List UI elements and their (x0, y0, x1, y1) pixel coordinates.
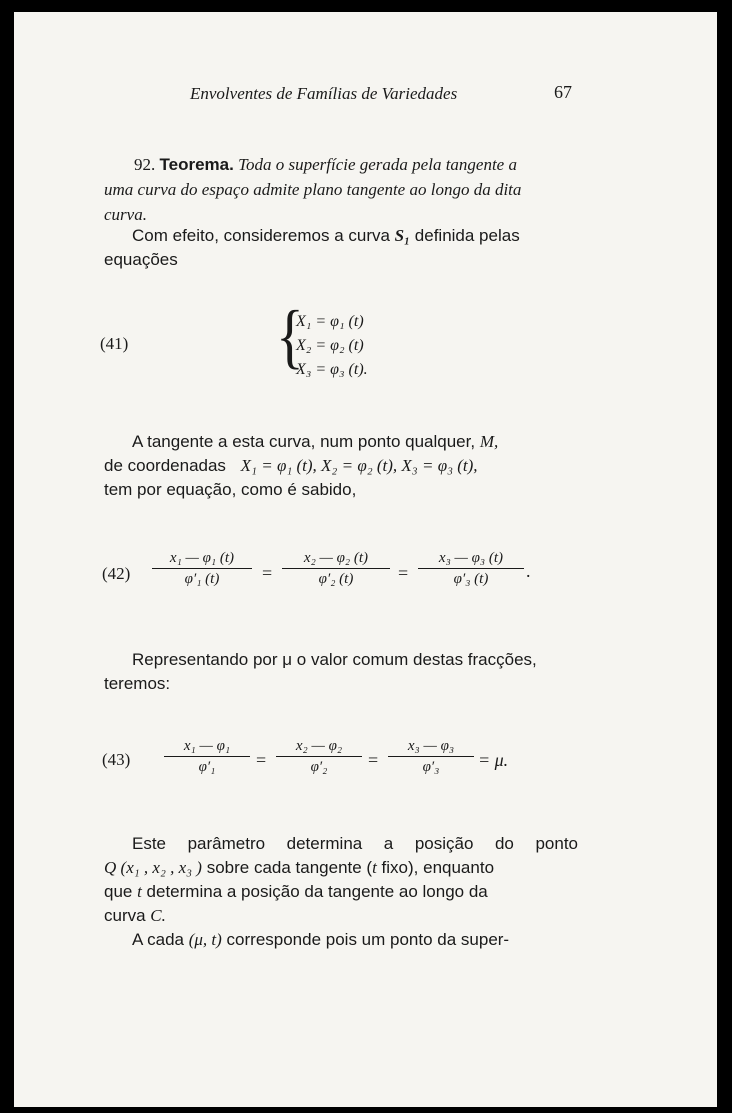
mu-t-symbol: (μ, t) (188, 930, 222, 949)
theorem-number: 92. (134, 155, 156, 174)
equation-41-label: (41) (100, 334, 129, 353)
running-header-title: Envolventes de Famílias de Variedades (190, 84, 458, 103)
para4-text-b: fixo), enquanto (376, 858, 495, 877)
theorem-label: Teorema. (159, 155, 234, 174)
equation-41-row-3: X₃ = φ₃ (t). (296, 361, 368, 378)
equation-43-result: = μ. (478, 750, 509, 770)
t-symbol: t (137, 882, 142, 901)
para4-text-a: sobre cada tangente ( (201, 858, 373, 877)
theorem-text-1: Toda o superfície gerada pela tangente a (238, 155, 517, 174)
para5-text-a: A cada (132, 930, 189, 949)
book-page (14, 12, 717, 1107)
equation-43-fraction-3 (388, 738, 474, 776)
curve-symbol: S₁ (394, 226, 411, 245)
fraction-1-denominator: φ′₁ (t) (184, 571, 220, 587)
para4-line-3 (104, 882, 488, 902)
equation-41-system (296, 310, 368, 382)
equals-sign: = (256, 750, 267, 770)
fraction-3-denominator: φ′₃ (t) (453, 571, 489, 587)
t-symbol: t (372, 858, 377, 877)
equation-42-period: . (526, 561, 531, 581)
para2-inline-equations: X₁ = φ₁ (t), X₂ = φ₂ (t), X₃ = φ₃ (t), (240, 456, 478, 475)
curve-c-symbol: C. (150, 906, 166, 925)
para5-text-b: corresponde pois um ponto da super- (221, 930, 510, 949)
para1-text-a: Com efeito, consideremos a curva (132, 226, 395, 245)
theorem-line-3: curva. (104, 205, 147, 224)
para4-text-d: determina a posição da tangente ao longo da (141, 882, 488, 901)
equals-sign: = (262, 563, 273, 583)
para3-line-1: Representando por μ o valor comum destas fracções, (132, 650, 537, 669)
fraction-1-denominator: φ′₁ (198, 759, 216, 775)
equation-42-fraction-1 (152, 550, 252, 588)
fraction-2-numerator: x₂ — φ₂ (t) (303, 550, 369, 566)
theorem-line-1 (134, 154, 517, 175)
point-q-symbol: Q (x₁ , x₂ , x₃ ) (104, 858, 202, 877)
equation-42-fraction-2 (282, 550, 390, 588)
equation-42-fraction-3 (418, 550, 524, 588)
para2-line-3: tem por equação, como é sabido, (104, 480, 357, 499)
fraction-3-denominator: φ′₃ (422, 759, 440, 775)
equation-41-row-1: X₁ = φ₁ (t) (296, 313, 364, 330)
equals-sign: = (368, 750, 379, 770)
para2-text-coord: de coordenadas (104, 456, 226, 475)
para1-line-1 (132, 226, 520, 246)
equation-41-brace: { (276, 295, 304, 377)
fraction-2-denominator: φ′₂ (310, 759, 328, 775)
fraction-2-numerator: x₂ — φ₂ (295, 738, 343, 754)
theorem-line-2: uma curva do espaço admite plano tangente ao longo da dita (104, 180, 522, 199)
fraction-2-denominator: φ′₂ (t) (318, 571, 354, 587)
point-symbol: M, (479, 432, 499, 451)
equation-43-fraction-2 (276, 738, 362, 776)
page-number: 67 (554, 82, 572, 102)
para1-text-b: definida pelas (410, 226, 520, 245)
para2-line-2 (104, 456, 478, 476)
equals-sign: = (398, 563, 409, 583)
fraction-1-numerator: x₁ — φ₁ (t) (169, 550, 235, 566)
para4-text-c: que (104, 882, 138, 901)
equation-43-label: (43) (102, 750, 131, 769)
para4-line-2 (104, 858, 494, 878)
fraction-1-numerator: x₁ — φ₁ (183, 738, 231, 754)
para4-line-4 (104, 906, 166, 926)
para4-text-e: curva (104, 906, 151, 925)
equation-42-label: (42) (102, 564, 131, 583)
para2-text-a: A tangente a esta curva, num ponto qualquer, (132, 432, 480, 451)
equation-43-fraction-1 (164, 738, 250, 776)
para1-line-2: equações (104, 250, 178, 269)
fraction-3-numerator: x₃ — φ₃ (t) (438, 550, 504, 566)
para5-line-1 (132, 930, 509, 950)
para4-line-1: Este parâmetro determina a posição do ponto (132, 834, 578, 853)
para3-line-2: teremos: (104, 674, 171, 693)
equation-41-row-2: X₂ = φ₂ (t) (296, 337, 364, 354)
para2-line-1 (132, 432, 498, 452)
fraction-3-numerator: x₃ — φ₃ (407, 738, 455, 754)
